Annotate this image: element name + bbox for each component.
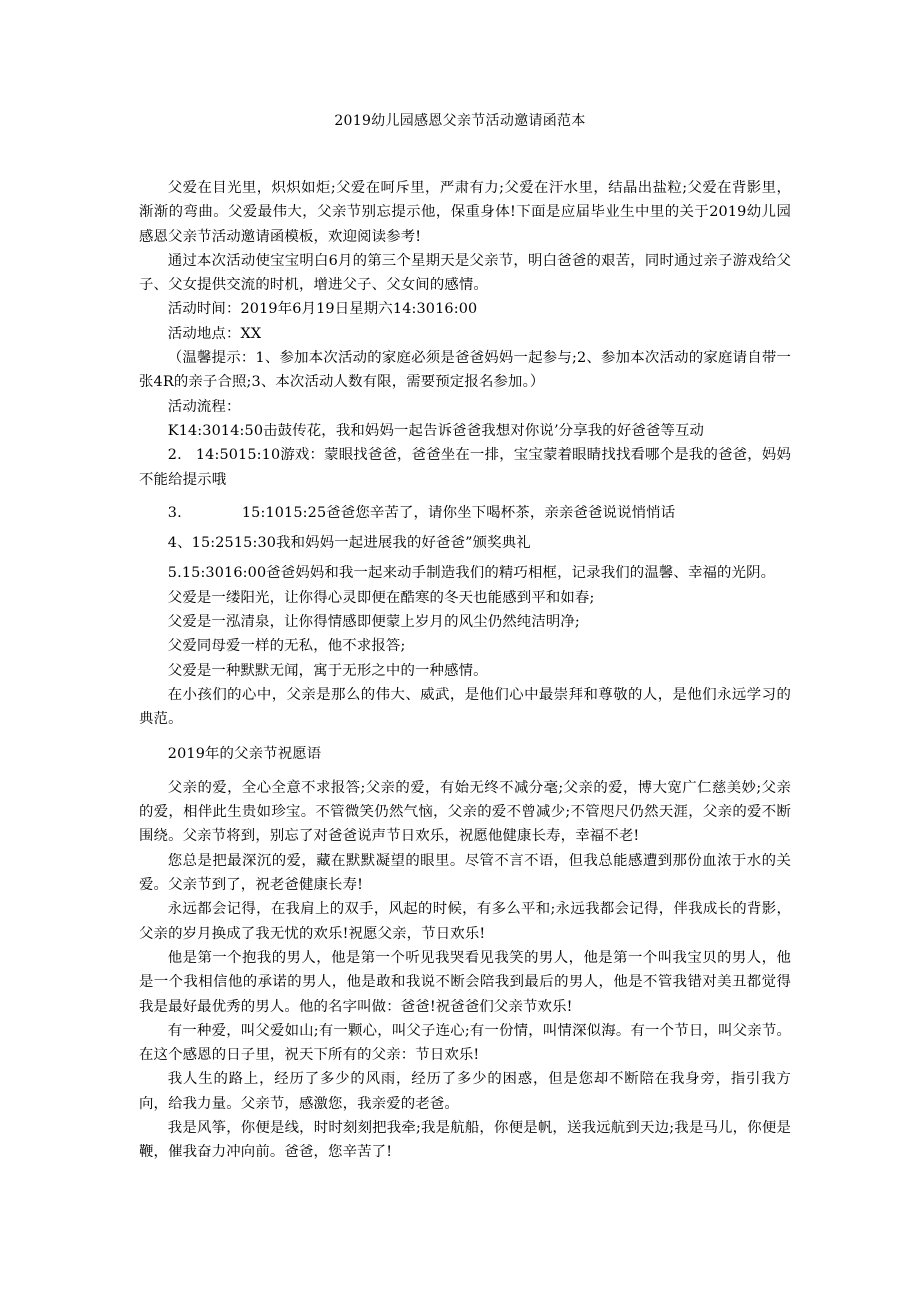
love-line-3: 父爱同母爱一样的无私，他不求报答;	[167, 638, 406, 655]
wish-paragraph-4: 他是第一个抱我的男人，他是第一个听见我哭看见我笑的男人，他是第一个叫我宝贝的男人，他是一个我相信他的承诺的男人，他是敢和我说不断会陪我到最后的男人，他是不管我错对美丑都觉得我是最好最优秀的男人。他的名字叫做：爸爸!祝爸爸们父亲节欢乐!	[139, 949, 791, 1015]
love-line-2: 父爱是一泓清泉，让你得情感即便蒙上岁月的风尘仍然纯洁明净;	[167, 614, 580, 631]
wishes-heading: 2019年的父亲节祝愿语	[167, 745, 322, 762]
wish-paragraph-5: 有一种爱，叫父爱如山;有一颗心，叫父子连心;有一份情，叫情深似海。有一个节日，叫父亲节。在这个感恩的日子里，祝天下所有的父亲：节日欢乐!	[139, 1022, 791, 1064]
flow-item-5: 5.15:3016:00爸爸妈妈和我一起来动手制造我们的精巧相框，记录我们的温馨、幸福的光阴。	[167, 565, 776, 582]
event-time: 活动时间：2019年6月19日星期六14:3016:00	[167, 301, 478, 318]
love-line-1: 父爱是一缕阳光，让你得心灵即便在酷寒的冬天也能感到平和如春;	[167, 589, 595, 606]
document-title: 2019幼儿园感恩父亲节活动邀请函范本	[334, 113, 586, 129]
flow-item-2-text: 14:5015:10游戏：蒙眼找爸爸，爸爸坐在一排，宝宝蒙着眼睛找找看哪个是我的爸爸，妈妈不能给提示哦	[139, 447, 791, 488]
flow-item-4: 4、15:2515:30我和妈妈一起进展我的好爸爸”颁奖典礼	[167, 535, 531, 552]
flow-item-2-number: 2.	[167, 447, 182, 464]
flow-item-3	[139, 501, 791, 525]
flow-item-3-number: 3.	[167, 504, 182, 521]
love-line-4: 父爱是一种默默无闻，寓于无形之中的一种感情。	[167, 662, 488, 679]
flow-item-3-text: 15:1015:25爸爸您辛苦了，请你坐下喝杯茶，亲亲爸爸说说悄悄话	[241, 504, 676, 521]
flow-label: 活动流程：	[167, 398, 241, 415]
document-body	[139, 176, 791, 1165]
purpose-paragraph: 通过本次活动使宝宝明白6月的第三个星期天是父亲节，明白爸爸的艰苦，同时通过亲子游戏给父子、父女提供交流的时机，增进父子、父女间的感情。	[139, 252, 791, 294]
event-location: 活动地点：XX	[167, 325, 262, 342]
flow-item-1: K14:3014:50击鼓传花，我和妈妈一起告诉爸爸我想对你说’分享我的好爸爸等互动	[167, 422, 705, 439]
wish-paragraph-6: 我人生的路上，经历了多少的风雨，经历了多少的困惑，但是您却不断陪在我身旁，指引我方向，给我力量。父亲节，感激您，我亲爱的老爸。	[139, 1071, 791, 1112]
intro-paragraph: 父爱在目光里，炽炽如炬;父爱在呵斥里，严肃有力;父爱在汗水里，结晶出盐粒;父爱在背影里，渐渐的弯曲。父爱最伟大，父亲节别忘提示他，保重身体!下面是应届毕业生中里的关于2019幼儿园感恩父亲节活动邀请函模板，欢迎阅读参考!	[139, 180, 791, 245]
wish-paragraph-1: 父亲的爱，全心全意不求报答;父亲的爱，有始无终不减分毫;父亲的爱，博大宽广仁慈美妙;父亲的爱，相伴此生贵如珍宝。不管微笑仍然气恼，父亲的爱不曾减少;不管咫尺仍然天涯，父亲的爱不断围绕。父亲节将到，别忘了对爸爸说声节日欢乐，祝愿他健康长寿，幸福不老!	[139, 779, 791, 845]
love-line-5: 在小孩们的心中，父亲是那么的伟大、威武，是他们心中最崇拜和尊敬的人，是他们永远学习的典范。	[139, 686, 791, 728]
wish-paragraph-7: 我是风筝，你便是线，时时刻刻把我牵;我是航船，你便是帆，送我远航到天边;我是马儿，你便是鞭，催我奋力冲向前。爸爸，您辛苦了!	[139, 1119, 791, 1161]
wish-paragraph-2: 您总是把最深沉的爱，藏在默默凝望的眼里。尽管不言不语，但我总能感遭到那份血浓于水的关爱。父亲节到了，祝老爸健康长寿!	[139, 852, 791, 894]
wish-paragraph-3: 永远都会记得，在我肩上的双手，风起的时候，有多么平和;永远我都会记得，伴我成长的背影，父亲的岁月换成了我无忧的欢乐!祝愿父亲，节日欢乐!	[139, 901, 791, 942]
flow-item-2	[139, 443, 791, 492]
tips-paragraph: （温馨提示：1、参加本次活动的家庭必须是爸爸妈妈一起参与;2、参加本次活动的家庭请自带一张4R的亲子合照;3、本次活动人数有限，需要预定报名参加。）	[139, 350, 791, 391]
